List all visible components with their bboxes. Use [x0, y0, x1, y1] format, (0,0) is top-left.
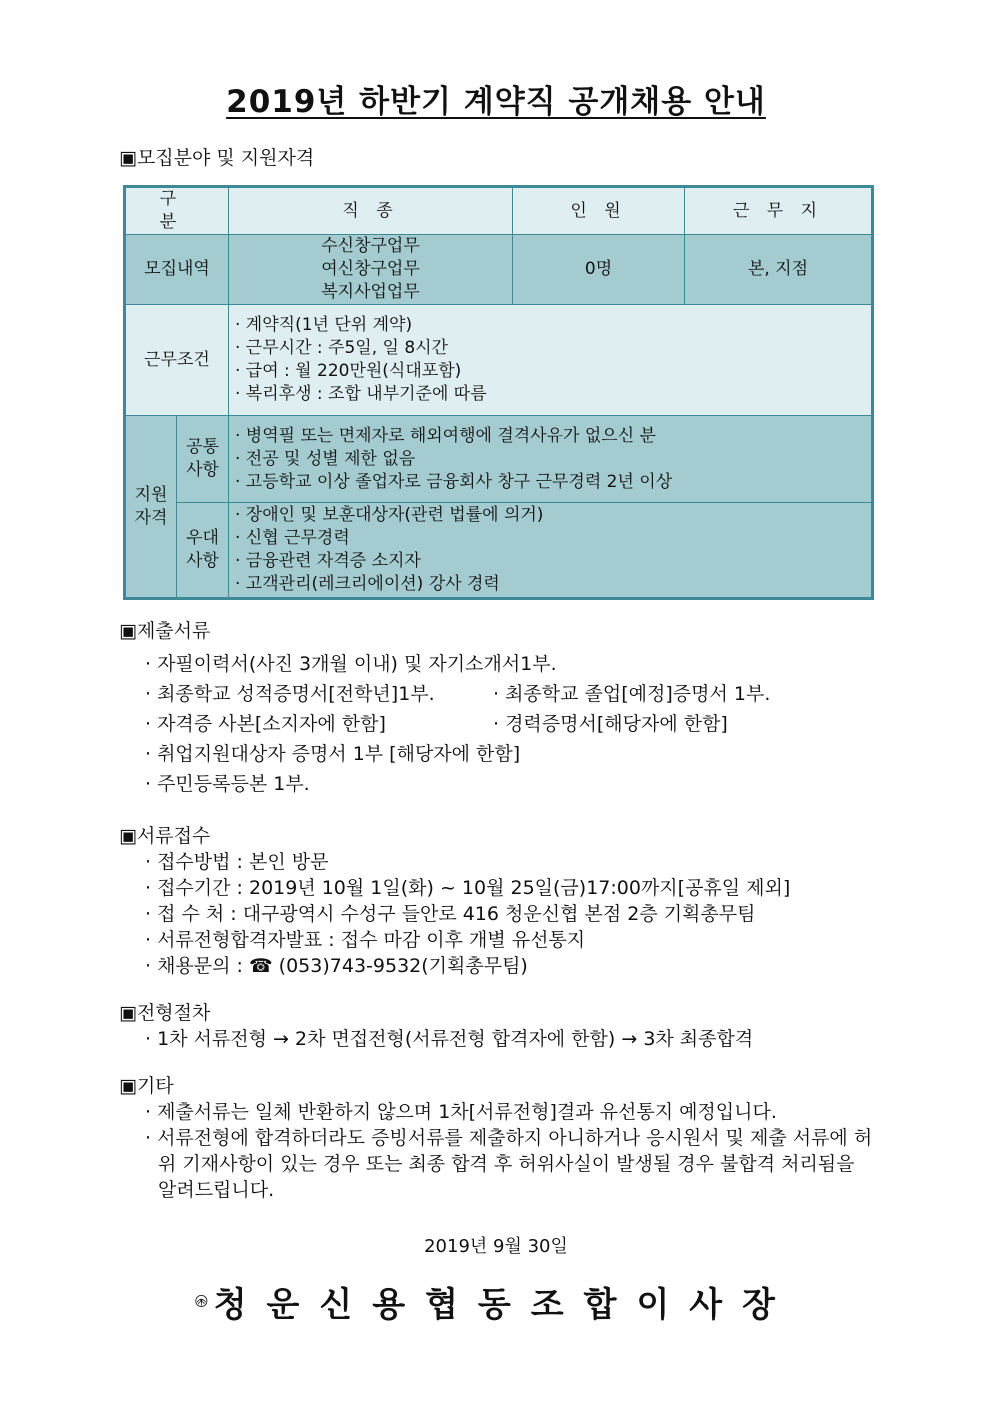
common-label: 공통 사항: [177, 416, 229, 503]
job-item: 수신창구업무: [321, 236, 420, 256]
list-item: · 제출서류는 일체 반환하지 않으며 1차[서류전형]결과 유선통지 예정입니다.: [145, 1101, 777, 1123]
common-cell: [229, 416, 873, 503]
preferred-item: · 장애인 및 보훈대상자(관련 법률에 의거): [235, 505, 544, 525]
list-item: · 접수기간 : 2019년 10월 1일(화) ~ 10월 25일(금)17:00까지[공휴일 제외]: [145, 877, 791, 899]
conditions-label: 근무조건: [125, 305, 229, 416]
list-item: · 접수방법 : 본인 방문: [145, 851, 329, 873]
list-item: · 서류전형합격자발표 : 접수 마감 이후 개별 유선통지: [145, 929, 586, 951]
section-heading-etc: ▣기타: [119, 1075, 174, 1097]
job-list: [229, 235, 513, 305]
doc-graduation: · 최종학교 졸업[예정]증명서 1부.: [493, 683, 771, 705]
signature-text: 청운신용협동조합이사장: [213, 1284, 795, 1325]
header-headcount: 인 원: [513, 187, 685, 235]
issue-date: 2019년 9월 30일: [424, 1236, 568, 1257]
preferred-item: · 고객관리(레크리에이션) 강사 경력: [235, 574, 500, 594]
qualification-label: 지원 자격: [125, 416, 177, 599]
section-heading-recruit: ▣모집분야 및 지원자격: [119, 147, 315, 169]
table-row-common: [125, 416, 873, 503]
etc-list: [145, 1099, 873, 1203]
common-item: · 고등학교 이상 졸업자로 금융회사 창구 근무경력 2년 이상: [235, 471, 673, 492]
condition-item: · 복리후생 : 조합 내부기준에 따름: [235, 384, 487, 404]
doc-career: · 경력증명서[해당자에 한함]: [493, 713, 728, 735]
job-item: 복지사업업무: [321, 282, 420, 302]
list-item: · 1차 서류전형 → 2차 면접전형(서류전형 합격자에 한함) → 3차 최종합격: [145, 1028, 754, 1050]
condition-item: · 근무시간 : 주5일, 일 8시간: [235, 338, 448, 358]
section-heading-receipt: ▣서류접수: [119, 825, 211, 847]
process-list: [145, 1026, 753, 1052]
table-row-conditions: [125, 305, 873, 416]
condition-item: · 계약직(1년 단위 계약): [235, 315, 413, 335]
doc-license: · 자격증 사본[소지자에 한함]: [145, 713, 386, 735]
section-heading-documents: ▣제출서류: [119, 620, 211, 642]
list-item: · 주민등록등본 1부.: [145, 773, 310, 795]
receipt-list: [145, 849, 790, 979]
recruit-label: 모집내역: [125, 235, 229, 305]
credit-union-logo-icon: [195, 1276, 208, 1326]
preferred-item: · 신협 근무경력: [235, 528, 350, 548]
conditions-cell: [229, 305, 873, 416]
preferred-label: 우대 사항: [177, 503, 229, 599]
table-header-row: [125, 187, 873, 235]
list-item: · 채용문의 : ☎ (053)743-9532(기획총무팀): [145, 955, 528, 977]
preferred-item: · 금융관련 자격증 소지자: [235, 551, 421, 571]
common-item: · 병역필 또는 면제자로 해외여행에 결격사유가 없으신 분: [235, 425, 656, 446]
table-row-preferred: [125, 503, 873, 599]
list-item: [145, 679, 771, 709]
list-item: [145, 709, 728, 739]
section-heading-process: ▣전형절차: [119, 1002, 211, 1024]
header-job: 직 종: [229, 187, 513, 235]
condition-item: · 급여 : 월 220만원(식대포함): [235, 361, 462, 381]
doc-transcript: · 최종학교 성적증명서[전학년]1부.: [145, 683, 435, 705]
documents-list: [145, 649, 771, 799]
list-item: · 자필이력서(사진 3개월 이내) 및 자기소개서1부.: [145, 653, 557, 675]
recruit-table: [123, 185, 874, 600]
preferred-cell: [229, 503, 873, 599]
job-item: 여신창구업무: [321, 259, 420, 279]
table-row-recruit: [125, 235, 873, 305]
signature-block: [195, 1274, 795, 1328]
location-value: 본, 지점: [685, 235, 873, 305]
page-title: 2019년 하반기 계약직 공개채용 안내: [226, 84, 766, 120]
header-location: 근 무 지: [685, 187, 873, 235]
list-item: · 서류전형에 합격하더라도 증빙서류를 제출하지 아니하거나 응시원서 및 제출 서류에 허위 기재사항이 있는 경우 또는 최종 합격 후 허위사실이 발생될 경우 불합격 처리됨을 알려드립니다.: [145, 1127, 873, 1201]
headcount-value: 0명: [513, 235, 685, 305]
common-item: · 전공 및 성별 제한 없음: [235, 448, 416, 469]
list-item: · 접 수 처 : 대구광역시 수성구 들안로 416 청운신협 본점 2층 기획총무팀: [145, 903, 756, 925]
list-item: · 취업지원대상자 증명서 1부 [해당자에 한함]: [145, 743, 521, 765]
header-category: 구 분: [125, 187, 229, 235]
